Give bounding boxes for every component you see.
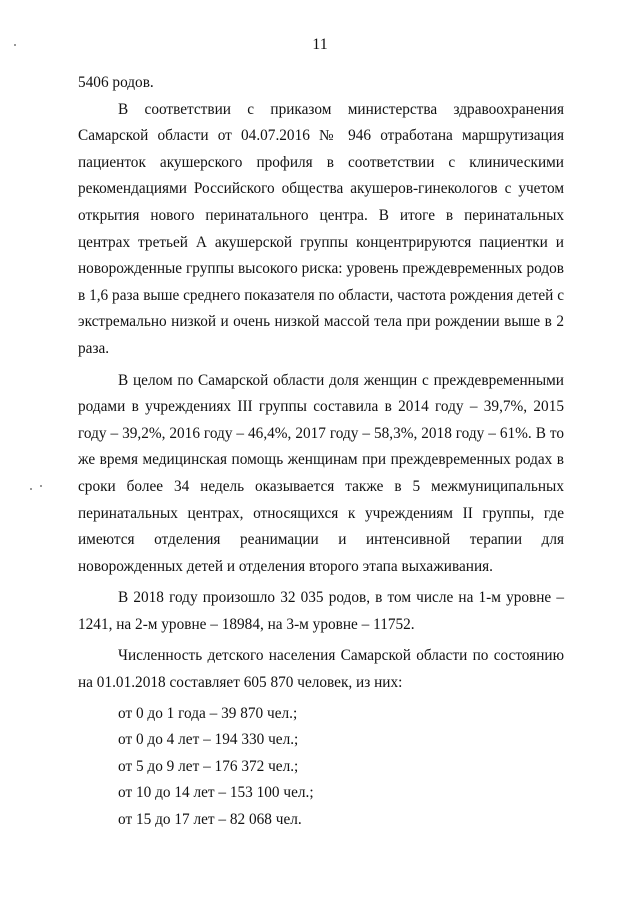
paragraph-routing-order: В соответствии с приказом министерства здравоохранения Самарской области от 04.07.2016 № 946 отработана маршрутизация пациенток акушерского профиля в соответствии с клиническими рекомендациями Российского общества акушеров-гинекологов с учетом открытия нового перинатального центра. В итоге в перинатальных центрах третьей А акушерской группы концентрируются пациентки и новорожденные группы высокого риска: уровень преждевременных родов в 1,6 раза выше среднего показателя по области, частота рождения детей с экстремально низкой и очень низкой массой тела при рождении выше в 2 раза. <box>78 100 564 357</box>
page-number: 11 <box>312 36 328 53</box>
paragraph-preterm-birth-share: В целом по Самарской области доля женщин с преждевременными родами в учреждениях III группы составила в 2014 году – 39,7%, 2015 году – 39,2%, 2016 году – 46,4%, 2017 году – 58,3%, 2018 году – 61%. В то же время медицинская помощь женщинам при преждевременных родах в сроки более 34 недель оказывается также в 5 межмуниципальных перинатальных центрах, относящихся к учреждениям II группы, где имеются отделения реанимации и интенсивной терапии для новорожденных детей и отделения второго этапа выхаживания. <box>78 371 564 575</box>
paragraph-births-2018: В 2018 году произошло 32 035 родов, в том числе на 1-м уровне – 1241, на 2-м уровне – 18984, на 3-м уровне – 11752. <box>78 589 564 633</box>
age-group-list <box>78 701 564 834</box>
scan-speck <box>40 485 42 487</box>
list-item: от 0 до 4 лет – 194 330 чел.; <box>118 731 299 749</box>
paragraph-child-population: Численность детского населения Самарской области по состоянию на 01.01.2018 составляет 605 870 человек, из них: <box>78 647 564 692</box>
list-item: от 0 до 1 года – 39 870 чел.; <box>118 704 298 722</box>
list-item: от 5 до 9 лет – 176 372 чел.; <box>118 757 299 775</box>
list-item: от 15 до 17 лет – 82 068 чел. <box>118 811 302 829</box>
paragraph-continuation: 5406 родов. <box>78 74 154 91</box>
document-body <box>78 70 564 834</box>
list-item: от 10 до 14 лет – 153 100 чел.; <box>118 784 314 802</box>
scan-speck <box>30 488 32 490</box>
